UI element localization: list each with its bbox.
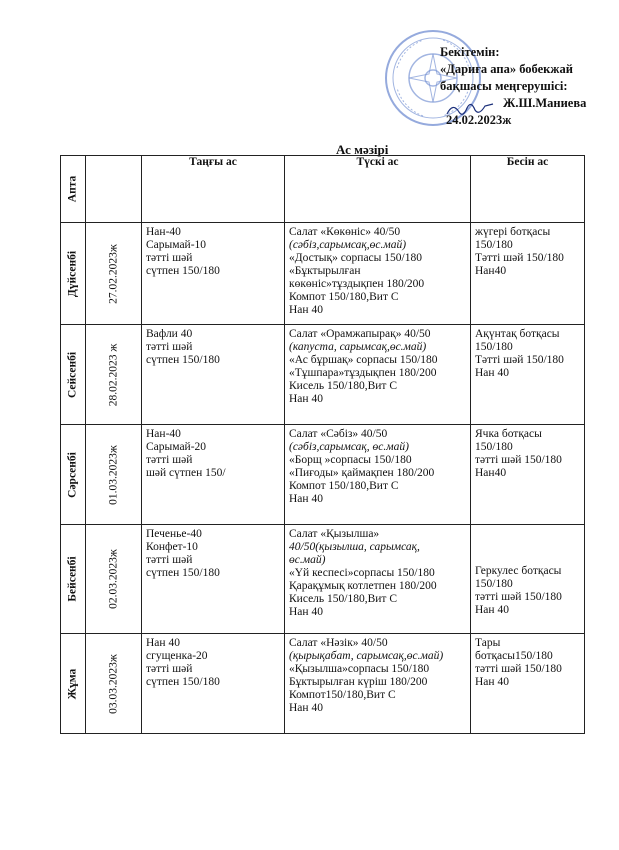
- day-cell: Бейсенбі: [61, 525, 86, 634]
- table-row: [61, 634, 585, 734]
- approval-signer: Ж.Ш.Маниева: [503, 96, 587, 110]
- lunch-cell: Салат «Нәзік» 40/50 (қырықабат, сарымсақ,өс.май) «Қызылша»сорпасы 150/180 Бұктырылған күріш 180/200 Компот150/180,Вит С Нан 40: [285, 634, 471, 734]
- breakfast-header: Таңғы ас: [142, 156, 285, 223]
- snack-cell: Тары ботқасы150/180 тәтті шәй 150/180 Нан 40: [471, 634, 585, 734]
- breakfast-cell: Печенье-40 Конфет-10 тәтті шәй сүтпен 150/180: [142, 525, 285, 634]
- breakfast-cell: Нан-40 Сарымай-20 тәтті шәй шәй сүтпен 150/: [142, 425, 285, 525]
- approval-date: 24.02.2023ж: [446, 113, 512, 127]
- date-cell: 01.03.2023ж: [86, 425, 142, 525]
- lunch-header: Түскі ас: [285, 156, 471, 223]
- page-title: Ас мәзірі: [336, 142, 389, 157]
- day-cell: Сейсенбі: [61, 325, 86, 425]
- approval-org-line: «Дариға апа» бобекжай: [440, 62, 573, 76]
- approval-position-line: бақшасы меңгерушісі:: [440, 79, 568, 93]
- snack-cell: Ячка ботқасы 150/180 тәтті шәй 150/180 Нан40: [471, 425, 585, 525]
- lunch-cell: Салат «Қызылша» 40/50(қызылша, сарымсақ, өс.май) «Үй кеспесі»сорпасы 150/180 Қарақұмық котлетпен 180/200 Кисель 150/180,Вит С Нан 40: [285, 525, 471, 634]
- lunch-cell: Салат «Орамжапырақ» 40/50 (капуста, сарымсақ,өс.май) «Ас бұршақ» сорпасы 150/180 «Тұшпара»тұздықпен 180/200 Кисель 150/180,Вит С Нан 40: [285, 325, 471, 425]
- lunch-cell: Салат «Сәбіз» 40/50 (сәбіз,сарымсақ, өс.май) «Борщ »сорпасы 150/180 «Пиғоды» қаймақпен 180/200 Компот 150/180,Вит С Нан 40: [285, 425, 471, 525]
- breakfast-cell: Нан 40 сгущенка-20 тәтті шәй сүтпен 150/180: [142, 634, 285, 734]
- lunch-cell: Салат «Көкөніс» 40/50 (сәбіз,сарымсақ,өс.май) «Достық» сорпасы 150/180 «Бұктырылған көкөніс»тұздықпен 180/200 Компот 150/180,Вит С Нан 40: [285, 223, 471, 325]
- table-row: [61, 425, 585, 525]
- day-cell: Дүйсенбі: [61, 223, 86, 325]
- snack-cell: Геркулес ботқасы 150/180 тәтті шәй 150/180 Нан 40: [471, 525, 585, 634]
- table-row: [61, 325, 585, 425]
- date-cell: 27.02.2023ж: [86, 223, 142, 325]
- date-cell: 02.03.2023ж: [86, 525, 142, 634]
- snack-cell: жүгері ботқасы 150/180 Тәтті шәй 150/180 Нан40: [471, 223, 585, 325]
- day-cell: Жұма: [61, 634, 86, 734]
- date-cell: 03.03.2023ж: [86, 634, 142, 734]
- table-row: [61, 525, 585, 634]
- approval-title: Бекітемін:: [440, 45, 500, 59]
- snack-cell: Ақүнтақ ботқасы 150/180 Тәтті шәй 150/180 Нан 40: [471, 325, 585, 425]
- table-header-row: [61, 156, 585, 223]
- breakfast-cell: Нан-40 Сарымай-10 тәтті шәй сүтпен 150/180: [142, 223, 285, 325]
- table-row: [61, 223, 585, 325]
- week-header: Апта: [61, 156, 86, 223]
- menu-table: [60, 155, 585, 734]
- date-header: [86, 156, 142, 223]
- snack-header: Бесін ас: [471, 156, 585, 223]
- approval-block: [440, 44, 615, 129]
- date-cell: 28.02.2023 ж: [86, 325, 142, 425]
- breakfast-cell: Вафли 40 тәтті шәй сүтпен 150/180: [142, 325, 285, 425]
- day-cell: Сәрсенбі: [61, 425, 86, 525]
